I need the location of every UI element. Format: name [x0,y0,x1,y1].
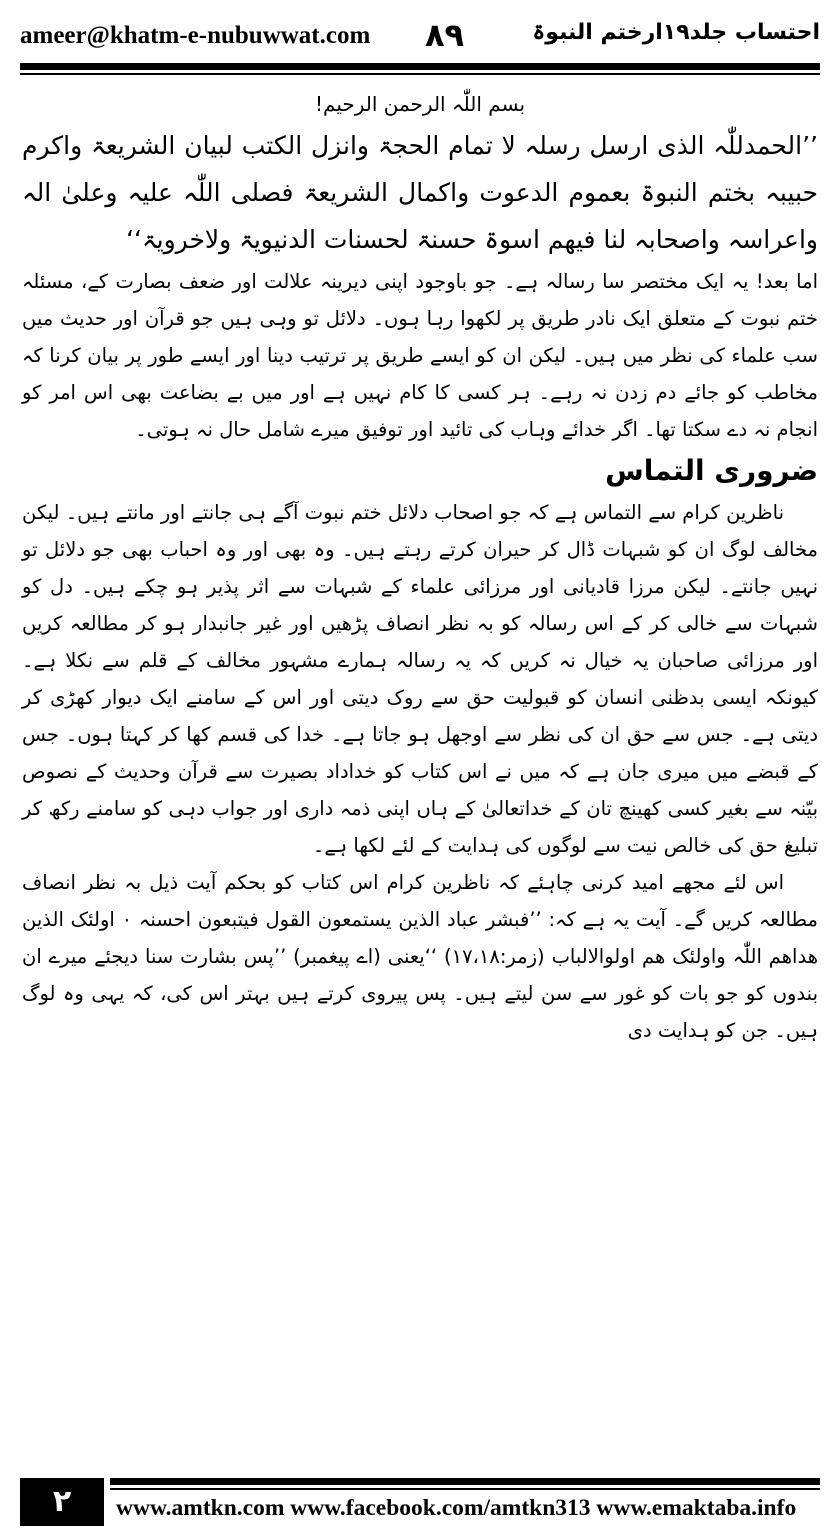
header-page-number: ٨٩ [425,16,465,54]
footer-rule-thick [110,1478,820,1485]
header-email: ameer@khatm-e-nubuwwat.com [20,22,371,49]
page-footer [20,1478,820,1526]
page-body [22,88,818,1049]
intro-paragraph: اما بعد! یہ ایک مختصر سا رسالہ ہے۔ جو باوجود اپنی دیرینہ علالت اور ضعف بصارت کے، مسئلہ ختم نبوت کے متعلق ایک نادر طریق پر لکھوا رہا ہوں۔ دلائل تو وہی ہیں جو قرآن اور حدیث میں سب علماء کی نظر میں ہیں۔ لیکن ان کو ایسے طریق پر ترتیب دینا اور ایسے طور پر بیان کرنا کہ مخاطب کو جائے دم زدن نہ رہے۔ ہر کسی کا کام نہیں ہے اور میں بے بضاعت بھی اس امر کو انجام نہ دے سکتا تھا۔ اگر خدائے وہاب کی تائید اور توفیق میرے شامل حال نہ ہوتی۔ [22,270,818,441]
header-rule-thick [20,63,820,70]
arabic-praise-paragraph: ’’الحمدللّٰہ الذی ارسل رسلہ لا تمام الحجۃ وانزل الکتب لبیان الشریعۃ واکرم حبیبہ بختم النبوۃ بعموم الدعوت واکمال الشریعۃ فصلی اللّٰہ علیہ وعلیٰ الہ واعراسہ واصحابہ لنا فیھم اسوۃ حسنۃ لحسنات الدنیویۃ ولاخرویۃ‘‘ [22,131,818,254]
footer-website-links: www.amtkn.com www.facebook.com/amtkn313 www.emaktaba.info [116,1495,797,1521]
footer-rule-thin [110,1488,820,1490]
footer-page-marker: ۲ [20,1478,104,1526]
section-heading: ضروری التماس [605,454,818,487]
basmala: بسم اللّٰہ الرحمن الرحیم! [314,92,526,116]
header-book-title: احتساب جلد۱۹ارختم النبوۃ [532,20,820,45]
verse-paragraph: اس لئے مجھے امید کرنی چاہئے کہ ناظرین کرام اس کتاب کو بحکم آیت ذیل بہ نظر انصاف مطالعہ کریں گے۔ آیت یہ ہے کہ: ’’فبشر عباد الذین یستمعون القول فیتبعون احسنہ ۰ اولئک الذین ھداھم اللّٰہ واولئک ھم اولوالالباب (زمر:۱۷،۱۸) ‘‘یعنی (اے پیغمبر) ’’پس بشارت سنا دیجئے میرے ان بندوں کو جو بات کو غور سے سن لیتے ہیں۔ پس پیروی کرتے ہیں بہتر اس کی، کہ یہی وہ لوگ ہیں۔ جن کو ہدایت دی [22,871,818,1042]
page-header [20,16,820,62]
request-paragraph: ناظرین کرام سے التماس ہے کہ جو اصحاب دلائل ختم نبوت آگے ہی جانتے اور مانتے ہیں۔ لیکن مخالف لوگ ان کو شبہات ڈال کر حیران کرتے رہتے ہیں۔ وہ بھی اور وہ احباب بھی جو دلائل تو نہیں جانتے۔ لیکن مرزا قادیانی اور مرزائی علماء کے شبہات سے اثر پذیر ہو چکے ہیں۔ دل کو شبہات سے خالی کر کے اس رسالہ کو بہ نظر انصاف پڑھیں اور غیر جانبدار ہو کر مطالعہ کریں اور مرزائی صاحبان یہ خیال نہ کریں کہ یہ رسالہ ہمارے مشہور مخالف کے قلم سے نکلا ہے۔ کیونکہ ایسی بدظنی انسان کو قبولیت حق سے روک دیتی اور اس کے سامنے ایک دیوار کھڑی کر دیتی ہے۔ جس سے حق ان کی نظر سے اوجھل ہو جاتا ہے۔ خدا کی قسم کھا کر کہتا ہوں۔ جس کے قبضے میں میری جان ہے کہ میں نے اس کتاب کو خداداد بصیرت سے قرآن وحدیث کے نصوص بیّنہ سے بغیر کسی کھینچ تان کے خداتعالیٰ کے ہاں اپنی ذمہ داری اور جواب دہی کو سامنے رکھ کر تبلیغ حق کی خالص نیت سے لوگوں کی ہدایت کے لئے لکھا ہے۔ [22,501,818,857]
header-rule-thin [20,73,820,75]
